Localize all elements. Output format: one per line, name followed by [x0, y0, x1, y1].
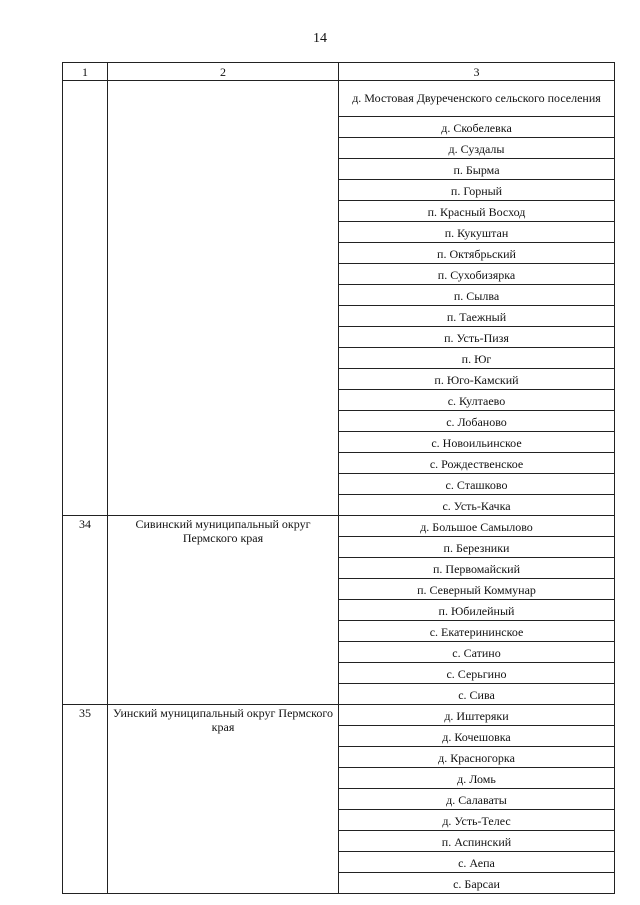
- settlement-cell: д. Мостовая Двуреченского сельского поселения: [339, 81, 615, 117]
- settlement-cell: с. Барсаи: [339, 873, 615, 894]
- settlement-cell: с. Рождественское: [339, 453, 615, 474]
- table-row: [63, 705, 615, 726]
- settlement-cell: д. Кочешовка: [339, 726, 615, 747]
- settlement-cell: д. Салаваты: [339, 789, 615, 810]
- table-row: [63, 516, 615, 537]
- settlement-cell: д. Суздалы: [339, 138, 615, 159]
- settlement-cell: п. Бырма: [339, 159, 615, 180]
- settlement-cell: п. Юбилейный: [339, 600, 615, 621]
- settlement-cell: д. Ломь: [339, 768, 615, 789]
- table-body: [63, 81, 615, 894]
- municipality-number-cell: [63, 81, 108, 516]
- settlement-cell: с. Сива: [339, 684, 615, 705]
- settlement-cell: с. Усть-Качка: [339, 495, 615, 516]
- municipality-name-cell: Уинский муниципальный округ Пермского края: [108, 705, 339, 894]
- settlement-cell: д. Красногорка: [339, 747, 615, 768]
- settlement-cell: п. Сухобизярка: [339, 264, 615, 285]
- settlement-cell: д. Усть-Телес: [339, 810, 615, 831]
- settlement-cell: д. Скобелевка: [339, 117, 615, 138]
- table-header: [63, 63, 615, 81]
- settlements-table: [62, 62, 615, 894]
- settlement-cell: с. Лобаново: [339, 411, 615, 432]
- header-row: [63, 63, 615, 81]
- municipality-name-cell: [108, 81, 339, 516]
- settlement-cell: д. Большое Самылово: [339, 516, 615, 537]
- settlement-cell: п. Юго-Камский: [339, 369, 615, 390]
- settlement-cell: п. Усть-Пизя: [339, 327, 615, 348]
- settlement-cell: с. Сатино: [339, 642, 615, 663]
- settlement-cell: п. Кукуштан: [339, 222, 615, 243]
- settlement-cell: п. Октябрьский: [339, 243, 615, 264]
- settlement-cell: п. Горный: [339, 180, 615, 201]
- settlement-cell: с. Екатерининское: [339, 621, 615, 642]
- municipality-number-cell: 35: [63, 705, 108, 894]
- page-number: 14: [313, 31, 327, 46]
- header-col-settlement: 3: [339, 63, 615, 81]
- municipality-number-cell: 34: [63, 516, 108, 705]
- settlement-cell: п. Аспинский: [339, 831, 615, 852]
- settlement-cell: п. Северный Коммунар: [339, 579, 615, 600]
- settlement-cell: п. Красный Восход: [339, 201, 615, 222]
- header-col-municipality: 2: [108, 63, 339, 81]
- settlement-cell: с. Серьгино: [339, 663, 615, 684]
- settlement-cell: д. Иштеряки: [339, 705, 615, 726]
- header-col-number: 1: [63, 63, 108, 81]
- settlement-cell: с. Сташково: [339, 474, 615, 495]
- settlement-cell: п. Сылва: [339, 285, 615, 306]
- settlement-cell: с. Култаево: [339, 390, 615, 411]
- settlement-cell: п. Березники: [339, 537, 615, 558]
- municipality-name-cell: Сивинский муниципальный округ Пермского края: [108, 516, 339, 705]
- table-row: [63, 81, 615, 117]
- settlement-cell: п. Юг: [339, 348, 615, 369]
- settlement-cell: с. Аепа: [339, 852, 615, 873]
- settlement-cell: п. Первомайский: [339, 558, 615, 579]
- settlement-cell: п. Таежный: [339, 306, 615, 327]
- settlement-cell: с. Новоильинское: [339, 432, 615, 453]
